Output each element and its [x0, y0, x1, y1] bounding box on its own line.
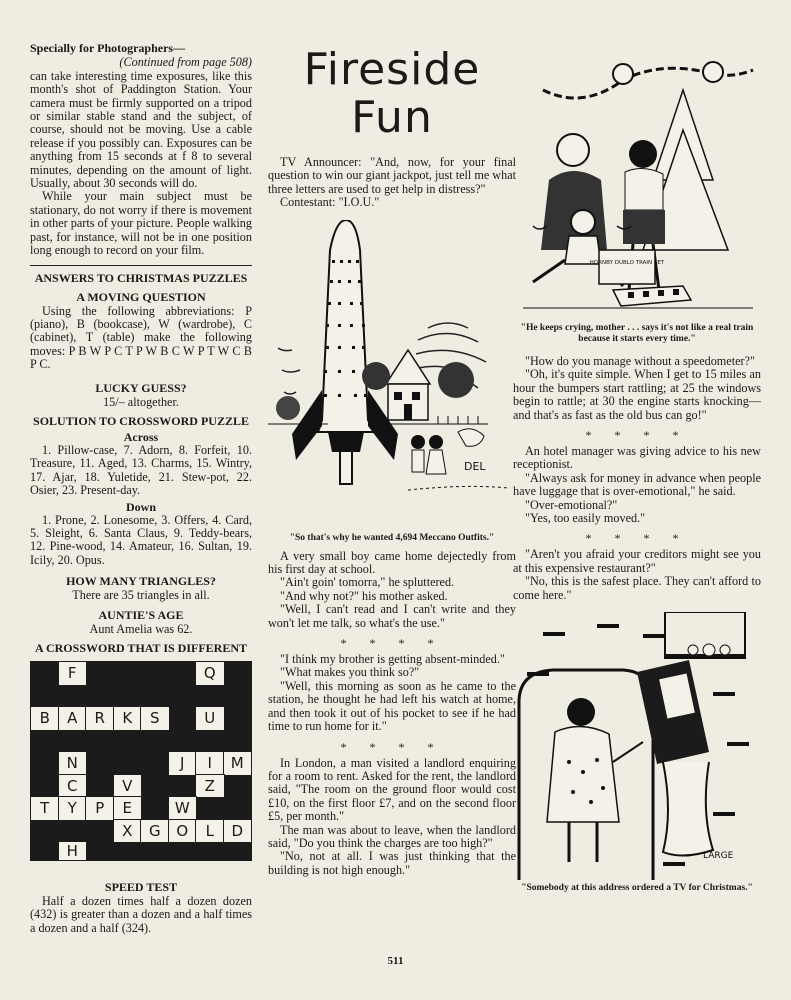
photo-paragraph-2: While your main subject must be stationary, do not worry if there is movement in other parts of your picture. People walking past, for instance, will not be in one position long enough to record on your film. [30, 189, 252, 258]
moving-question-text: Using the following abbreviations: P (piano), B (bookcase), W (wardrobe), C (cabinet), T (table) make the following moves: P B W P C T P W B C W P T W C B P C. [30, 303, 252, 372]
crossword-letter-cell: L [196, 820, 224, 843]
joke-brother-3: "Well, this morning as soon as he came to the station, he thought he had left his watch at home, and then took it out of his pocket to see if he had time to run home for it." [268, 678, 516, 734]
crossword-black-cell [31, 842, 59, 860]
crossword-black-cell [196, 730, 224, 753]
triangles-heading: HOW MANY TRIANGLES? [66, 574, 216, 589]
joke-landlord-2: The man was about to leave, when the landlord said, "Do you think the charges are too high?" [268, 822, 516, 850]
title-line-1: Fireside [303, 44, 481, 95]
separator-stars: * * * * [340, 636, 444, 651]
crossword-different-heading: A CROSSWORD THAT IS DIFFERENT [34, 641, 248, 655]
crossword-black-cell [224, 707, 252, 730]
joke-boy-1: A very small boy came home dejectedly from his first day at school. [268, 548, 516, 577]
crossword-black-cell [86, 775, 114, 798]
crossword-letter-cell: V [114, 775, 142, 798]
joke-boy-2: "Ain't goin' tomorra," he spluttered. [280, 575, 455, 590]
crossword-black-cell [114, 842, 142, 860]
crossword-black-cell [114, 685, 142, 708]
joke-boy-4: "Well, I can't read and I can't write and they won't let me talk, so what's the use." [268, 602, 516, 630]
crossword-black-cell [59, 730, 87, 753]
joke-restaurant-2: "No, this is the safest place. They can't afford to come here." [513, 574, 761, 602]
separator-stars: * * * * [585, 531, 689, 546]
lucky-guess-heading: LUCKY GUESS? [95, 380, 187, 395]
crossword-letter-cell: P [86, 797, 114, 820]
crossword-black-cell [169, 685, 197, 708]
photo-paragraph-1: can take interesting time exposures, like this month's shot of Paddington Station. Your camera must be firmly supported on a tripod or similar stable stand and the subject, of course, should not be moving. Use a cable release if you possibly can. Exposures can be anything from 15 seconds at f 8 to several minutes, depending on the amount of light. Usually, about 30 seconds will do. [30, 68, 252, 191]
crossword-black-cell [169, 730, 197, 753]
crossword-black-cell [224, 775, 252, 798]
crossword-black-cell [196, 685, 224, 708]
joke-hotel-1: An hotel manager was giving advice to his new receptionist. [513, 444, 761, 472]
train-box-label: HORNBY DUBLO TRAIN SET [589, 260, 665, 266]
rocket-cartoon [268, 220, 516, 544]
crossword-letter-cell: S [141, 707, 169, 730]
triangles-text: There are 35 triangles in all. [72, 588, 210, 603]
crossword-letter-cell: N [59, 752, 87, 775]
rocket-cartoon-signature: DEL [464, 459, 486, 473]
joke-brother-2: "What makes you think so?" [280, 665, 420, 680]
crossword-black-cell [31, 820, 59, 843]
crossword-letter-cell: Q [196, 662, 224, 685]
crossword-black-cell [141, 775, 169, 798]
crossword-black-cell [86, 842, 114, 860]
crossword-black-cell [31, 662, 59, 685]
title-line-2: Fun [351, 92, 433, 143]
crossword-letter-cell: X [114, 820, 142, 843]
joke-tv-announcer: TV Announcer: "And, now, for your final question to win our giant jackpot, just tell me what three letters are used to get help in distress?" [268, 155, 516, 196]
crossword-letter-cell: Y [59, 797, 87, 820]
crossword-black-cell [86, 685, 114, 708]
crossword-black-cell [169, 707, 197, 730]
crossword-black-cell [114, 752, 142, 775]
crossword-black-cell [31, 775, 59, 798]
crossword-black-cell [114, 662, 142, 685]
right-column [513, 50, 761, 900]
solution-heading: SOLUTION TO CROSSWORD PUZZLE [33, 413, 249, 428]
crossword-black-cell [141, 662, 169, 685]
continued-note: (Continued from page 508) [119, 55, 252, 70]
across-text: 1. Pillow-case, 7. Adorn, 8. Forfeit, 10. Treasure, 11. Aged, 13. Charms, 15. Wintry, 17. Ajar, 18. Yuletide, 21. Stew-pot, 22. Osier, 23. Present-day. [30, 442, 252, 498]
crossword-black-cell [141, 797, 169, 820]
auntie-heading: AUNTIE'S AGE [98, 607, 184, 622]
crossword-letter-cell: J [169, 752, 197, 775]
crossword-letter-cell: R [86, 707, 114, 730]
crossword-grid [30, 661, 252, 861]
joke-hotel-2: "Always ask for money in advance when people have luggage that is over-emotional," he said. [513, 470, 761, 499]
crossword-black-cell [31, 685, 59, 708]
crossword-black-cell [86, 752, 114, 775]
speed-test-heading: SPEED TEST [104, 880, 178, 894]
crossword-black-cell [31, 730, 59, 753]
across-heading: Across [123, 429, 159, 444]
crossword-letter-cell: E [114, 797, 142, 820]
answers-heading: ANSWERS TO CHRISTMAS PUZZLES [34, 270, 248, 285]
page-number: 511 [387, 955, 404, 967]
joke-speedometer-1: "How do you manage without a speedometer?" [525, 354, 755, 368]
joke-hotel-3: "Over-emotional?" [525, 497, 618, 512]
page-title [268, 46, 516, 142]
crossword-letter-cell: T [31, 797, 59, 820]
down-text: 1. Prone, 2. Lonesome, 3. Offers, 4. Card, 5. Sleight, 6. Santa Claus, 9. Teddy-bears, 12. Pine-wood, 14. Amateur, 16. Sultan, 19. Icily, 20. Opus. [30, 512, 252, 567]
crossword-letter-cell: K [114, 707, 142, 730]
crossword-letter-cell: M [224, 752, 252, 775]
crossword-black-cell [141, 685, 169, 708]
crossword-letter-cell: Z [196, 775, 224, 798]
tv-cartoon-signature: LARGE [703, 851, 734, 862]
joke-landlord-1: In London, a man visited a landlord enquiring for a room to rent. Asked for the rent, the landlord said, "The room on the ground floor would cost £10, on the first floor £7, and on the second floor £5, per month." [268, 755, 516, 824]
crossword-letter-cell: C [59, 775, 87, 798]
crossword-black-cell [224, 685, 252, 708]
rocket-caption: "So that's why he wanted 4,694 Meccano Outfits." [289, 532, 495, 543]
separator-stars: * * * * [340, 739, 444, 754]
crossword-black-cell [224, 797, 252, 820]
crossword-black-cell [224, 730, 252, 753]
middle-column [268, 42, 516, 877]
tv-cartoon [513, 612, 761, 894]
crossword-black-cell [59, 820, 87, 843]
joke-speedometer-2: "Oh, it's quite simple. When I get to 15 miles an hour the bumpers start rattling; at 25 the windows begin to rattle; at 30 the engine starts knocking—and that's as fast as the old bus can go!" [513, 367, 761, 422]
joke-landlord-3: "No, not at all. I was just thinking that the building is not high enough." [268, 849, 516, 877]
lucky-guess-text: 15/– altogether. [103, 394, 179, 409]
crossword-black-cell [86, 662, 114, 685]
joke-hotel-4: "Yes, too easily moved." [525, 511, 646, 526]
crossword-black-cell [169, 775, 197, 798]
down-heading: Down [125, 499, 156, 514]
left-column [30, 42, 252, 935]
crossword-black-cell [114, 730, 142, 753]
divider [30, 265, 252, 266]
separator-stars: * * * * [585, 428, 689, 443]
joke-tv-contestant: Contestant: "I.O.U." [280, 195, 380, 210]
crossword-letter-cell: H [59, 842, 87, 860]
photographers-heading: Specially for Photographers— [30, 41, 186, 55]
train-caption: "He keeps crying, mother . . . says it's not like a real train because it starts every time." [520, 323, 754, 344]
speed-test-text: Half a dozen times half a dozen dozen (432) is greater than a dozen and a half times a dozen and a half (324). [30, 894, 252, 935]
crossword-letter-cell: B [31, 707, 59, 730]
crossword-black-cell [141, 730, 169, 753]
crossword-black-cell [86, 730, 114, 753]
crossword-letter-cell: U [196, 707, 224, 730]
crossword-black-cell [224, 662, 252, 685]
auntie-text: Aunt Amelia was 62. [89, 621, 193, 636]
crossword-letter-cell: A [59, 707, 87, 730]
crossword-black-cell [86, 820, 114, 843]
crossword-letter-cell: O [169, 820, 197, 843]
joke-boy-3: "And why not?" his mother asked. [280, 588, 448, 603]
crossword-black-cell [31, 752, 59, 775]
train-cartoon [513, 50, 761, 345]
crossword-letter-cell: F [59, 662, 87, 685]
joke-restaurant-1: "Aren't you afraid your creditors might see you at this expensive restaurant?" [513, 547, 761, 575]
crossword-black-cell [141, 752, 169, 775]
crossword-black-cell [169, 662, 197, 685]
tv-caption: "Somebody at this address ordered a TV for Christmas." [521, 883, 753, 894]
joke-brother-1: "I think my brother is getting absent-minded." [280, 652, 505, 667]
crossword-letter-cell: D [224, 820, 252, 843]
crossword-letter-cell: I [196, 752, 224, 775]
crossword-black-cell [196, 797, 224, 820]
moving-question-heading: A MOVING QUESTION [76, 289, 206, 304]
crossword-letter-cell: G [141, 820, 169, 843]
crossword-black-cell [59, 685, 87, 708]
crossword-letter-cell: W [169, 797, 197, 820]
